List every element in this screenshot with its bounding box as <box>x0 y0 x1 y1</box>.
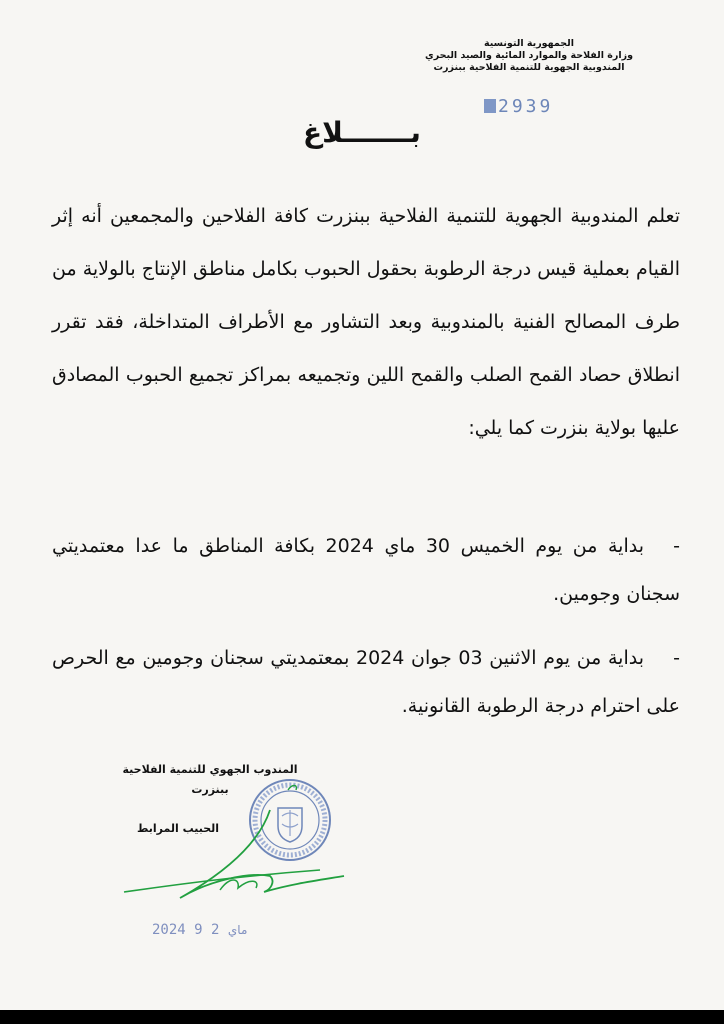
handwritten-signature-icon <box>120 780 350 930</box>
list-item <box>52 634 680 730</box>
signatory-name: الحبيب المرابط <box>136 822 220 835</box>
document-title: بـــــــلاغ <box>303 116 421 149</box>
list-item <box>52 522 680 618</box>
date-stamp <box>152 922 247 938</box>
letterhead-country: الجمهورية التونسية <box>484 38 574 49</box>
announcement-body: تعلم المندوبية الجهوية للتنمية الفلاحية ببنزرت كافة الفلاحين والمجمعين أنه إثر القيام بعملية قيس درجة الرطوبة بحقول الحبوب بكامل مناطق الإنتاج بالولاية من طرف المصالح الفنية بالمندوبية وبعد التشاور مع الأطراف المتداخلة، فقد تقرر انطلاق حصاد القمح الصلب والقمح اللين وتجميعه بمراكز تجميع الحبوب المصادق عليها بولاية بنزرت كما يلي: <box>52 205 680 439</box>
signatory-location: ببنزرت <box>191 783 229 796</box>
reference-number: 2939 <box>498 96 554 117</box>
item-marker: - <box>673 535 680 557</box>
date-stamp-day: 2 9 <box>194 922 220 938</box>
date-stamp-year: 2024 <box>152 922 186 938</box>
list-item-text: بداية من يوم الاثنين 03 جوان 2024 بمعتمديتي سجنان وجومين مع الحرص على احترام درجة الرطوبة القانونية. <box>52 647 680 717</box>
letterhead-ministry: وزارة الفلاحة والموارد المائية والصيد البحري <box>425 50 633 61</box>
signatory-position: المندوب الجهوي للتنمية الفلاحية <box>122 763 298 776</box>
date-stamp-month: ماي <box>227 923 248 937</box>
list-item-text: بداية من يوم الخميس 30 ماي 2024 بكافة المناطق ما عدا معتمديتي سجنان وجومين. <box>52 535 680 605</box>
item-marker: - <box>673 647 680 669</box>
reference-number-stamp <box>484 96 553 117</box>
screen-bottom-bar <box>0 1010 724 1024</box>
letterhead <box>410 38 648 74</box>
letterhead-office: المندوبية الجهوية للتنمية الفلاحية ببنزرت <box>433 62 625 73</box>
stamp-mark-icon <box>484 99 496 113</box>
